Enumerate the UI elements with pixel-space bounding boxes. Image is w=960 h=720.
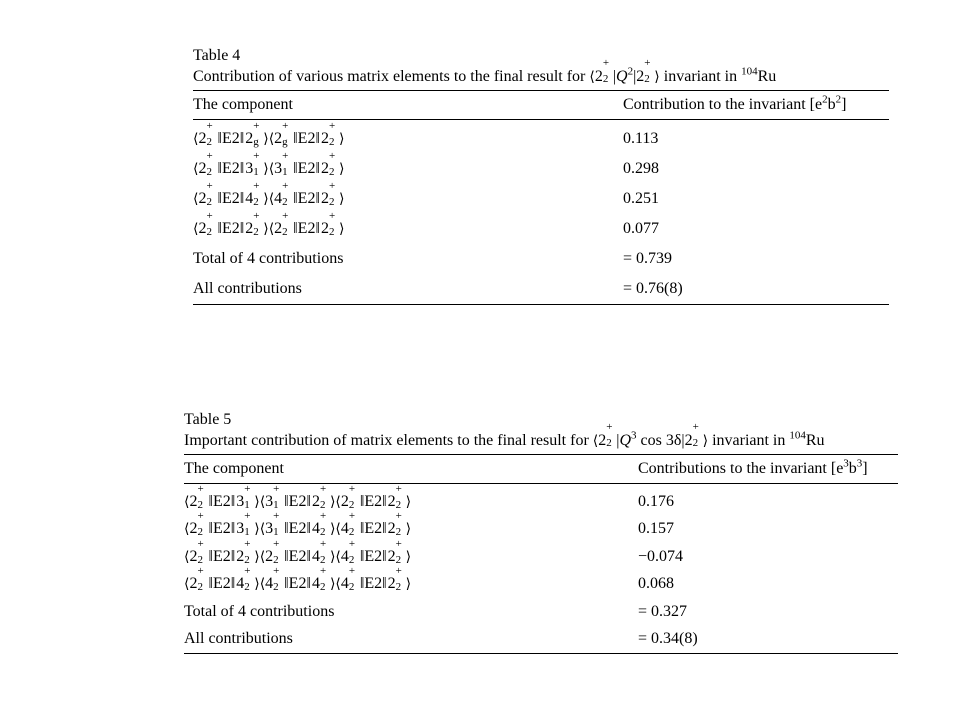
nuclear-state: 4 + 2 bbox=[311, 565, 327, 594]
nuclear-state: 2 + 2 bbox=[189, 537, 204, 566]
nuclear-state: 4 + 2 bbox=[311, 537, 327, 566]
table-5 bbox=[184, 410, 898, 654]
table-row bbox=[193, 154, 889, 184]
nuclear-state: 2 + 2 bbox=[245, 210, 260, 238]
caption-operator: Q bbox=[619, 432, 632, 449]
nuclear-state: 2 + 2 bbox=[236, 537, 251, 566]
nucleus: Ru bbox=[757, 68, 777, 85]
table-5-label: Table 5 bbox=[184, 411, 232, 428]
nuclear-state: 4 + 2 bbox=[340, 510, 356, 539]
table-row bbox=[184, 571, 898, 599]
nuclear-state: 4 + 2 bbox=[311, 510, 327, 539]
right-angle-bracket: ⟩ bbox=[654, 69, 660, 85]
contribution-value: 0.251 bbox=[623, 190, 659, 207]
total-label: Total of 4 contributions bbox=[193, 250, 344, 267]
contribution-value: 0.176 bbox=[638, 492, 674, 510]
caption-suffix: invariant in bbox=[663, 68, 738, 85]
column-header-contribution: Contribution to the invariant $[e^2b^2]$ bbox=[623, 91, 889, 120]
matrix-element-product: ⟨2 + 2 ‖E2‖2 + 2 ⟩⟨2 + 2 ‖E2‖4 + 2 ⟩⟨4 + 2 ‖E2‖2 + 2 ⟩ bbox=[184, 537, 412, 566]
nuclear-state: 2 + 2 bbox=[387, 510, 402, 539]
table-row bbox=[193, 184, 889, 214]
all-contributions-row bbox=[193, 274, 889, 304]
nuclear-state: 2 + 2 bbox=[198, 180, 213, 208]
total-row bbox=[184, 598, 898, 626]
nuclear-state: 3 + 1 bbox=[274, 150, 289, 178]
nuclear-state: 2 + 2 bbox=[274, 210, 289, 238]
nuclear-state: 2 + g bbox=[245, 120, 260, 148]
matrix-element-product: ⟨2 + 2 ‖E2‖3 + 1 ⟩⟨3 + 1 ‖E2‖2 + 2 ⟩⟨2 + 2 ‖E2‖2 + 2 ⟩ bbox=[184, 482, 412, 511]
table-4-label: Table 4 bbox=[193, 47, 241, 64]
nuclear-state: 2 + g bbox=[274, 120, 289, 148]
table-row bbox=[184, 484, 898, 516]
nuclear-state: 2 + 2 bbox=[198, 210, 213, 238]
caption-state-left: 2 + 2 bbox=[594, 57, 610, 85]
total-value: = 0.739 bbox=[623, 250, 673, 267]
nuclear-state: 2 + 2 bbox=[265, 537, 280, 566]
nuclear-state: 2 + 2 bbox=[387, 537, 402, 566]
nuclear-state: 2 + 2 bbox=[189, 510, 204, 539]
matrix-element-product: ⟨2 + 2 ‖E2‖3 + 1 ⟩⟨3 + 1 ‖E2‖4 + 2 ⟩⟨4 + 2 ‖E2‖2 + 2 ⟩ bbox=[184, 510, 412, 539]
contribution-value: 0.068 bbox=[638, 575, 674, 593]
nuclear-state: 3 + 1 bbox=[236, 510, 251, 539]
table-row bbox=[193, 214, 889, 244]
nuclear-state: 2 + 2 bbox=[189, 565, 204, 594]
all-value: = 0.76(8) bbox=[623, 280, 683, 297]
caption-operator-power: 2 bbox=[627, 65, 634, 78]
table-row bbox=[184, 516, 898, 544]
nuclear-state: 2 + 2 bbox=[387, 565, 402, 594]
table-5-caption: Important contribution of matrix elements to the final result for ⟨2 + 2 $|Q^3$ cos 3δ|2 + 2 ⟩ invariant in $^{104}$Ru bbox=[184, 421, 825, 449]
nuclear-state: 2 + 2 bbox=[189, 482, 204, 511]
caption-cos: cos 3δ bbox=[640, 432, 682, 449]
left-angle-bracket: ⟨ bbox=[589, 69, 595, 85]
total-value: = 0.327 bbox=[638, 602, 688, 620]
nuclear-state: 4 + 2 bbox=[245, 180, 260, 208]
table-header-row bbox=[184, 455, 898, 484]
contribution-value: 0.298 bbox=[623, 160, 659, 177]
nuclear-state: 4 + 2 bbox=[265, 565, 280, 594]
nuclear-state: 3 + 1 bbox=[236, 482, 251, 511]
caption-state-right: 2 + 2 bbox=[684, 421, 699, 449]
nuclear-state: 2 + 2 bbox=[311, 482, 327, 511]
nuclear-state: 2 + 2 bbox=[320, 150, 336, 178]
left-angle-bracket: ⟨ bbox=[592, 433, 599, 449]
contribution-value: 0.157 bbox=[638, 520, 674, 538]
nuclear-state: 2 + 2 bbox=[320, 210, 336, 238]
caption-prefix: Contribution of various matrix elements to the final result for bbox=[193, 68, 586, 85]
caption-operator: Q bbox=[616, 68, 628, 85]
table-4 bbox=[193, 46, 889, 305]
nuclear-state: 4 + 2 bbox=[340, 537, 356, 566]
nuclear-state: 4 + 2 bbox=[340, 565, 356, 594]
nuclear-state: 2 + 2 bbox=[198, 120, 213, 148]
caption-state-right: 2 + 2 bbox=[636, 57, 651, 85]
nuclear-state: 4 + 2 bbox=[236, 565, 251, 594]
table-row bbox=[184, 543, 898, 571]
contribution-value: 0.077 bbox=[623, 220, 659, 237]
table-4-caption: Contribution of various matrix elements to the final result for ⟨2 + 2 $|Q^2|2$ + 2 ⟩ invariant in $^{104}$Ru bbox=[193, 57, 777, 85]
total-row bbox=[193, 244, 889, 274]
table-4-body bbox=[193, 91, 889, 304]
nucleus: Ru bbox=[805, 432, 825, 449]
table-row bbox=[193, 120, 889, 155]
column-header-contribution: Contributions to the invariant $[e^3b^3]$ bbox=[638, 455, 898, 484]
caption-suffix: invariant in bbox=[712, 432, 786, 449]
matrix-element-product: ⟨2 + 2 ‖E2‖3 + 1 ⟩⟨3 + 1 ‖E2‖2 + 2 ⟩ bbox=[193, 150, 345, 178]
table-bottom-rule bbox=[193, 304, 889, 305]
all-label: All contributions bbox=[184, 630, 293, 648]
contribution-value: 0.113 bbox=[623, 130, 659, 147]
nuclear-state: 2 + 2 bbox=[340, 482, 356, 511]
mass-number: 104 bbox=[741, 65, 758, 78]
matrix-element-product: ⟨2 + 2 ‖E2‖2 + g ⟩⟨2 + g ‖E2‖2 + 2 ⟩ bbox=[193, 120, 345, 148]
nuclear-state: 2 + 2 bbox=[198, 150, 213, 178]
table-bottom-rule bbox=[184, 653, 898, 654]
table-header-row bbox=[193, 91, 889, 120]
nuclear-state: 2 + 2 bbox=[320, 180, 336, 208]
caption-operator-power: 3 bbox=[631, 429, 637, 442]
all-label: All contributions bbox=[193, 280, 302, 297]
column-header-component: The component bbox=[184, 455, 638, 484]
right-angle-bracket: ⟩ bbox=[702, 433, 709, 449]
table-5-body bbox=[184, 455, 898, 653]
nuclear-state: 3 + 1 bbox=[265, 482, 280, 511]
matrix-element-product: ⟨2 + 2 ‖E2‖4 + 2 ⟩⟨4 + 2 ‖E2‖4 + 2 ⟩⟨4 + 2 ‖E2‖2 + 2 ⟩ bbox=[184, 565, 412, 594]
total-label: Total of 4 contributions bbox=[184, 602, 335, 620]
mass-number: 104 bbox=[789, 429, 806, 442]
nuclear-state: 3 + 1 bbox=[245, 150, 260, 178]
nuclear-state: 4 + 2 bbox=[274, 180, 289, 208]
nuclear-state: 2 + 2 bbox=[387, 482, 402, 511]
nuclear-state: 3 + 1 bbox=[265, 510, 280, 539]
matrix-element-product: ⟨2 + 2 ‖E2‖4 + 2 ⟩⟨4 + 2 ‖E2‖2 + 2 ⟩ bbox=[193, 180, 345, 208]
caption-prefix: Important contribution of matrix elements to the final result for bbox=[184, 432, 589, 449]
contribution-value: −0.074 bbox=[638, 547, 684, 565]
all-value: = 0.34(8) bbox=[638, 630, 698, 648]
all-contributions-row bbox=[184, 626, 898, 654]
matrix-element-product: ⟨2 + 2 ‖E2‖2 + 2 ⟩⟨2 + 2 ‖E2‖2 + 2 ⟩ bbox=[193, 210, 345, 238]
nuclear-state: 2 + 2 bbox=[320, 120, 336, 148]
column-header-component: The component bbox=[193, 91, 623, 120]
caption-state-left: 2 + 2 bbox=[598, 421, 613, 449]
